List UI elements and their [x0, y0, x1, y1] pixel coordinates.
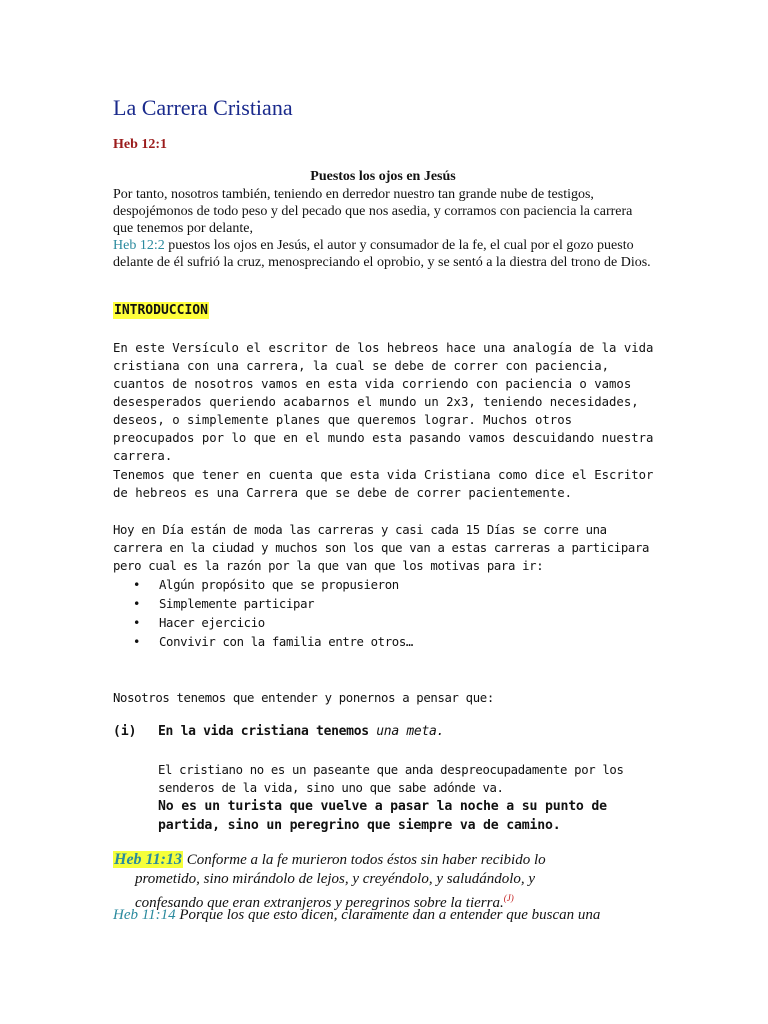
list-item: [113, 633, 413, 652]
verse-quote: [113, 850, 673, 913]
list-item-text: Hacer ejercicio: [159, 616, 265, 630]
verse-text: confesando que eran extranjeros y peregrinos sobre la tierra.: [135, 895, 504, 911]
paragraph: Tenemos que tener en cuenta que esta vida Cristiana como dice el Escritor de hebreos es una Carrera que se debe de correr pacientemente.: [113, 468, 654, 500]
point-heading-emphasis: una meta.: [376, 724, 445, 739]
point-heading-text: En la vida cristiana tenemos: [158, 724, 377, 739]
paragraph: Hoy en Día están de moda las carreras y casi cada 15 Días se corre una carrera en la ciudad y muchos son los que van a estas carreras a participara pero cual es la razón por la que van que los motivas para ir:: [113, 523, 650, 573]
point-heading: [158, 724, 444, 739]
list-item-text: Algún propósito que se propusieron: [159, 578, 399, 592]
verse-link[interactable]: Heb 11:13: [114, 851, 182, 868]
verse-text: Conforme a la fe murieron todos éstos sin haber recibido lo: [183, 852, 546, 868]
bullet-icon: •: [133, 616, 141, 630]
list-item: [113, 595, 413, 614]
list-item-text: Convivir con la familia entre otros…: [159, 635, 413, 649]
verse-text: puestos los ojos en Jesús, el autor y consumador de la fe, el cual por el gozo puesto delante de él sufrió la cruz, menospreciando el oprobio, y se sentó a la diestra del trono de Dios.: [113, 238, 651, 270]
paragraph: Nosotros tenemos que entender y ponernos a pensar que:: [113, 691, 494, 705]
list-item: [113, 576, 413, 595]
verse-link[interactable]: Heb 11:14: [113, 907, 176, 923]
point-emphasis-paragraph: No es un turista que vuelve a pasar la noche a su punto de partida, sino un peregrino que siempre va de camino.: [158, 799, 607, 833]
verse-text: Porque los que esto dicen, claramente dan a entender que buscan una: [175, 907, 601, 923]
list-item-text: Simplemente participar: [159, 597, 315, 611]
document-title: La Carrera Cristiana: [113, 95, 293, 120]
verse-block: [113, 186, 653, 271]
bullet-icon: •: [133, 597, 141, 611]
verse-text: prometido, sino mirándolo de lejos, y creyéndolo, y saludándolo, y: [135, 871, 536, 887]
verse-quote: [113, 906, 673, 925]
point-paragraph: El cristiano no es un paseante que anda despreocupadamente por los senderos de la vida, sino uno que sabe adónde va.: [158, 763, 624, 795]
bullet-icon: •: [133, 578, 141, 592]
verse-link[interactable]: Heb 12:2: [113, 238, 165, 253]
footnote-marker[interactable]: (J): [503, 893, 514, 903]
bullet-icon: •: [133, 635, 141, 649]
list-item: [113, 614, 413, 633]
verse-text: Por tanto, nosotros también, teniendo en derredor nuestro tan grande nube de testigos, despojémonos de todo peso y del pecado que nos asedia, y corramos con paciencia la carrera que tenemos por delante,: [113, 187, 633, 236]
paragraph: En este Versículo el escritor de los hebreos hace una analogía de la vida cristiana con una carrera, la cual se debe de correr con paciencia, cuantos de nosotros vamos en esta vida corriendo con paciencia o vamos desesperados queriendo acabarnos el mundo un 2x3, teniendo necesidades, deseos, o simplemente planes que queremos lograr. Muchos otros preocupados por lo que en el mundo esta pasando vamos descuidando nuestra carrera.: [113, 341, 654, 463]
bullet-list: [113, 576, 413, 652]
section-heading: INTRODUCCION: [114, 303, 208, 318]
subtitle: Puestos los ojos en Jesús: [310, 169, 456, 184]
point-number: (i): [113, 724, 137, 739]
scripture-reference: Heb 12:1: [113, 137, 168, 152]
